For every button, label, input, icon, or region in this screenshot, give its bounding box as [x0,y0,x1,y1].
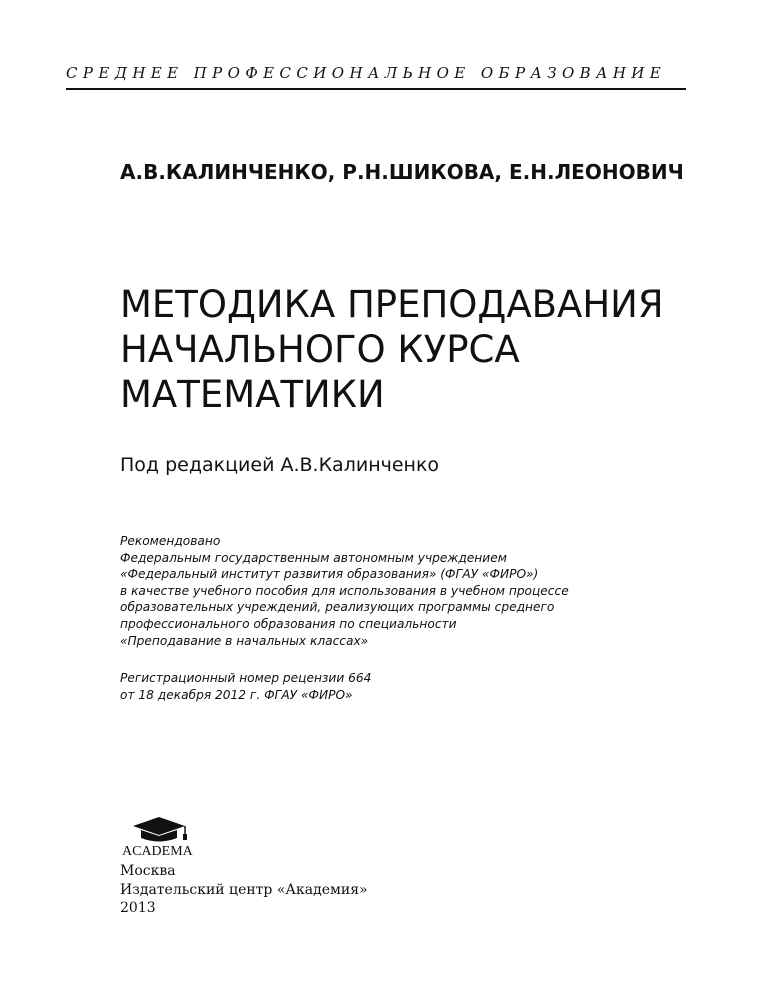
authors: А.В.КАЛИНЧЕНКО, Р.Н.ШИКОВА, Е.Н.ЛЕОНОВИЧ [120,160,684,184]
title-line: МЕТОДИКА ПРЕПОДАВАНИЯ [120,283,664,326]
series-title: СРЕДНЕЕ ПРОФЕССИОНАЛЬНОЕ ОБРАЗОВАНИЕ [66,64,667,82]
recommendation-line: «Федеральный институт развития образования» (ФГАУ «ФИРО») [120,567,539,582]
recommendation-line: Рекомендовано [120,534,221,548]
recommendation-block [120,533,700,649]
header-rule [66,88,686,90]
publisher-year: 2013 [120,900,156,916]
title-line: МАТЕМАТИКИ [120,373,385,416]
editor-line: Под редакцией А.В.Калинченко [120,454,440,476]
logo-text: ACADEMA [122,844,193,858]
book-title [120,282,720,417]
publisher-block [120,862,368,918]
academia-logo [117,814,207,858]
registration-line: Регистрационный номер рецензии 664 [120,671,372,685]
graduation-cap-icon [117,814,207,858]
registration-block [120,670,700,703]
registration-line: от 18 декабря 2012 г. ФГАУ «ФИРО» [120,687,353,702]
recommendation-line: Федеральным государственным автономным учреждением [120,550,507,565]
recommendation-line: в качестве учебного пособия для использования в учебном процессе [120,583,569,598]
recommendation-line: образовательных учреждений, реализующих программы среднего [120,600,555,615]
recommendation-line: профессионального образования по специальности [120,616,457,631]
recommendation-line: «Преподавание в начальных классах» [120,633,369,648]
title-line: НАЧАЛЬНОГО КУРСА [120,328,520,371]
publisher-city: Москва [120,863,176,879]
publisher-name: Издательский центр «Академия» [120,881,368,898]
